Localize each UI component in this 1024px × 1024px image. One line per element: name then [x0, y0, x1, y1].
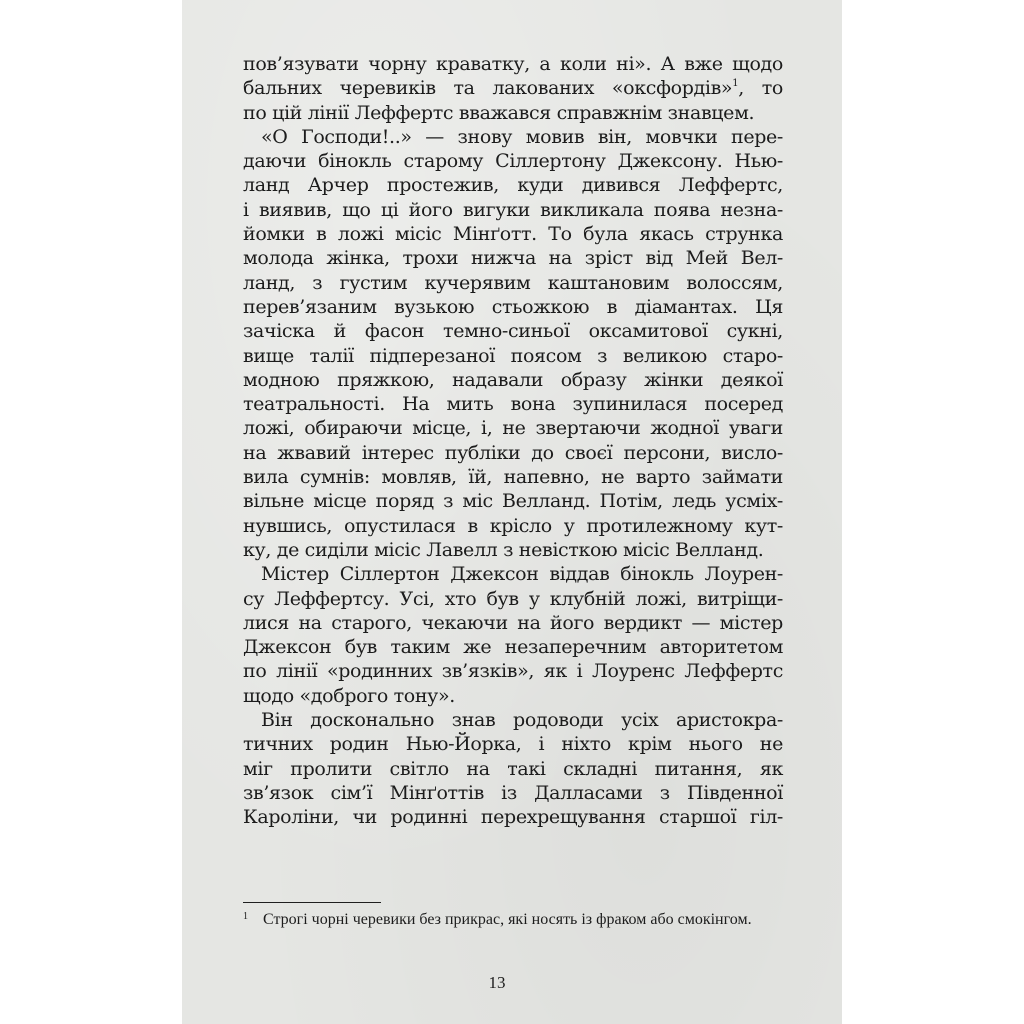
footnote-text: Строгі чорні черевики без прикрас, які носять із фраком або смокінгом. — [263, 911, 752, 928]
book-page — [182, 0, 842, 1024]
footnote-divider — [243, 902, 381, 903]
text-line: вище талії підперезаної поясом з великою старо- — [243, 344, 783, 367]
text-line: вільне місце поряд з міс Велланд. Потім, ледь усміх- — [243, 490, 783, 513]
text-line: щодо «доброго тону». — [243, 684, 455, 707]
text-line: «О Господи!..» — знову мовив він, мовчки пере- — [261, 125, 783, 148]
text-line: даючи бінокль старому Сіллертону Джексону. Нью- — [243, 150, 783, 173]
text-line: Він досконально знав родоводи усіх аристокра- — [261, 709, 783, 732]
text-line: зв’язок сім’ї Мінґоттів із Далласами з Південної — [243, 781, 783, 804]
text-line: су Леффертсу. Усі, хто був у клубній ложі, витріщи- — [243, 587, 783, 610]
text-line: на жвавий інтерес публіки до своєї персони, висло- — [243, 441, 783, 464]
text-line: Кароліни, чи родинні перехрещування старшої гіл- — [243, 806, 783, 829]
text-line: ку, де сиділи місіс Лавелл з невісткою місіс Велланд. — [243, 538, 764, 561]
text-line: ланд Арчер простежив, куди дивився Леффертс, — [243, 174, 783, 197]
text-line: зачіска й фасон темно-синьої оксамитової сукні, — [243, 320, 783, 343]
footnote-row — [243, 909, 783, 931]
text-line: по цій лінії Леффертс вважався справжнім знавцем. — [243, 101, 755, 124]
footnote — [243, 909, 783, 931]
text-fragment: , то — [738, 77, 783, 100]
text-line: вила сумнів: мовляв, їй, напевно, не варто займати — [243, 466, 783, 489]
text-line: по лінії «родинних зв’язків», як і Лоуренс Леффертс — [243, 660, 783, 683]
footnote-reference[interactable]: 1 — [732, 78, 739, 90]
text-line: ложі, обираючи місце, і, не звертаючи жодної уваги — [243, 417, 783, 440]
text-fragment: бальних черевиків та лакованих «оксфордів» — [243, 77, 733, 100]
text-line: тичних родин Нью-Йорка, і ніхто крім нього не — [243, 733, 783, 756]
text-line: перев’язаним вузькою стьожкою в діамантах. Ця — [243, 295, 783, 318]
text-line: Містер Сіллертон Джексон віддав бінокль Лоурен- — [261, 563, 783, 586]
text-line — [243, 76, 783, 100]
text-line: театральності. На мить вона зупинилася посеред — [243, 393, 783, 416]
body-text — [243, 52, 783, 830]
text-line: ланд, з густим кучерявим каштановим волоссям, — [243, 271, 783, 294]
text-line: молода жінка, трохи нижча на зріст від Мей Вел- — [243, 247, 783, 270]
text-line: нувшись, опустилася в крісло у протилежному кут- — [243, 514, 783, 537]
footnote-number: 1 — [243, 911, 248, 922]
page-number: 13 — [488, 973, 506, 992]
text-line: і виявив, що ці його вигуки викликала поява незна- — [243, 198, 783, 221]
text-line: модною пряжкою, надавали образу жінки деякої — [243, 368, 783, 391]
text-line: Джексон був таким же незаперечним авторитетом — [243, 636, 783, 659]
text-line: лися на старого, чекаючи на його вердикт — містер — [243, 611, 783, 634]
text-line: йомки в ложі місіс Мінґотт. То була якась струнка — [243, 223, 783, 246]
text-line: міг пролити світло на такі складні питання, як — [243, 757, 783, 780]
text-line: пов’язувати чорну краватку, а коли ні». А вже щодо — [243, 53, 783, 75]
